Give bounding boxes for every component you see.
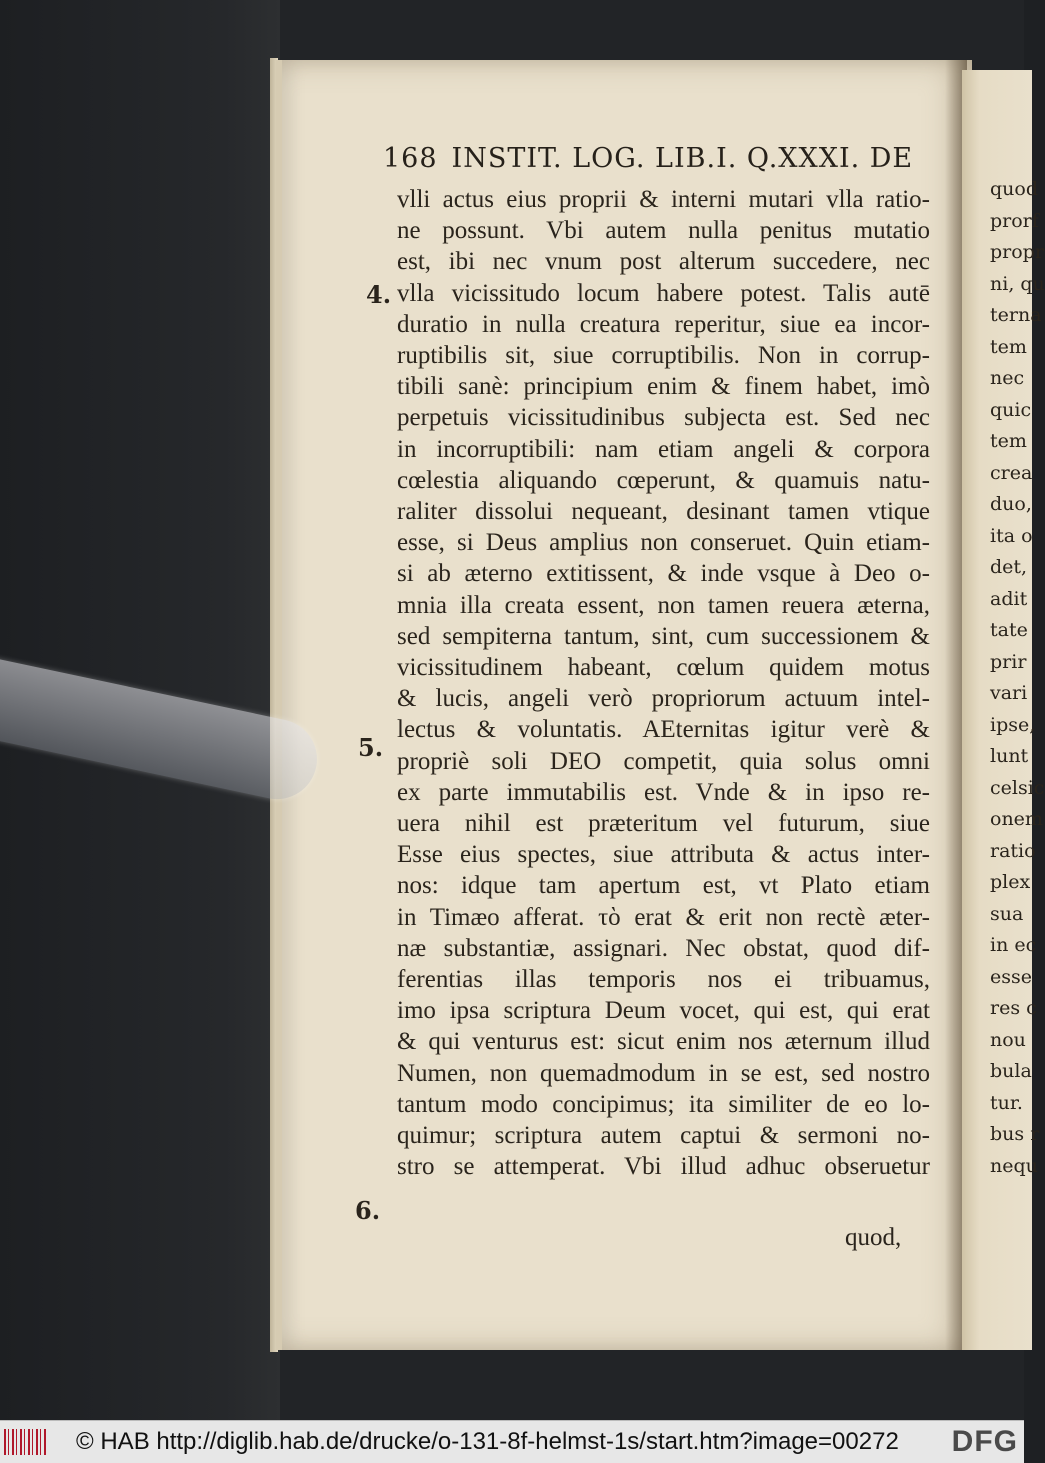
facing-page-word: sua — [990, 902, 1024, 925]
facing-page-word: ratio — [990, 839, 1036, 862]
facing-page-word: ita o — [990, 524, 1033, 547]
facing-page-word: nequ — [990, 1154, 1038, 1177]
text-line: tantum modo concipimus; ita similiter de eo lo- — [397, 1090, 930, 1118]
facing-page-word: quic — [990, 398, 1032, 421]
text-line: uera nihil est præteritum vel futurum, siue — [397, 810, 930, 837]
facing-page-word: propr — [990, 241, 1044, 263]
text-line: mnia illa creata essent, non tamen reuera æterna, — [397, 591, 930, 619]
text-line: ferentias illas temporis nos ei tribuamus, — [397, 966, 930, 993]
facing-page-word: onem — [990, 808, 1043, 830]
facing-page-word: bus r — [990, 1123, 1040, 1145]
text-line: stro se attemperat. Vbi illud adhuc obseruetur — [397, 1153, 930, 1181]
facing-page-word: lunt — [990, 745, 1029, 767]
facing-page-word: crea — [990, 461, 1033, 484]
facing-page-word: esse — [990, 965, 1032, 988]
text-line: & qui venturus est: sicut enim nos æternum illud — [397, 1028, 930, 1056]
facing-page-word: det, — [990, 556, 1028, 578]
text-line: nos: idque tam apertum est, vt Plato etiam — [397, 872, 930, 900]
catchword: quod, — [845, 1224, 902, 1251]
facing-page-word: bula — [990, 1060, 1032, 1082]
text-line: esse, si Deus amplius non conseruet. Quin etiam- — [397, 529, 930, 557]
facing-page-word: plex — [990, 871, 1031, 893]
text-line: Esse eius spectes, siue attributa & actus inter- — [397, 841, 930, 869]
text-line: vicissitudinem habeant, cœlum quidem motus — [397, 654, 930, 681]
text-line: ex parte immutabilis est. Vnde & in ipso re- — [397, 778, 930, 806]
credit-url[interactable]: © HAB http://diglib.hab.de/drucke/o-131-8f-helmst-1s/start.htm?image=00272 — [76, 1428, 899, 1455]
running-header — [383, 143, 913, 174]
margin-number: 5. — [358, 733, 384, 762]
facing-page-word: duo, — [990, 493, 1032, 515]
facing-page-fragment — [962, 70, 1045, 1350]
text-line: Numen, non quemadmodum in se est, sed nostro — [397, 1059, 930, 1087]
facing-page-word: in ec — [990, 934, 1037, 956]
running-title: INSTIT. LOG. LIB.I. Q.XXXI. DE — [451, 143, 914, 174]
facing-page-word: ipse, — [990, 713, 1036, 736]
text-line: est, ibi nec vnum post alterum succedere, nec — [397, 248, 930, 276]
text-line: si ab æterno extitissent, & inde vsque à Deo o- — [397, 560, 930, 588]
text-line: ruptibilis sit, siue corruptibilis. Non in corrup- — [397, 342, 930, 369]
facing-page-word: prorf — [990, 209, 1039, 232]
facing-page-word: nou — [990, 1028, 1026, 1051]
facing-page-word: res c — [990, 997, 1037, 1019]
facing-page-word: celsic — [990, 776, 1045, 799]
text-line: næ substantiæ, assignari. Nec obstat, quod dif- — [397, 934, 930, 962]
facing-page-word: vari — [990, 682, 1028, 704]
text-line: duratio in nulla creatura reperitur, siue ea incor- — [397, 310, 930, 338]
facing-page-word: quod — [990, 178, 1039, 200]
text-line: imo ipsa scriptura Deum vocet, qui est, qui erat — [397, 997, 930, 1025]
facing-page-word: prir — [990, 650, 1027, 673]
margin-number: 4. — [366, 280, 392, 309]
facing-page-word: tur. — [990, 1091, 1023, 1114]
text-line: perpetuis vicissitudinibus subjecta est. Sed nec — [397, 404, 930, 432]
text-line: propriè soli DEO competit, quia solus omni — [397, 747, 930, 775]
facing-page-word: tem — [990, 335, 1027, 358]
footer-bar — [0, 1420, 1024, 1463]
text-line: vlla vicissitudo locum habere potest. Talis autē — [397, 279, 930, 307]
barcode-icon — [4, 1429, 48, 1455]
page-number: 168 — [383, 143, 438, 174]
facing-page-word: tate — [990, 619, 1028, 641]
text-line: sed sempiterna tantum, sint, cum successionem & — [397, 622, 930, 650]
text-line: in incorruptibili: nam etiam angeli & corpora — [397, 435, 930, 463]
facing-page-word: adit — [990, 587, 1028, 610]
facing-page-word: ni, qu — [990, 272, 1045, 295]
text-line: cœlestia aliquando cœperunt, & quamuis natu- — [397, 466, 930, 494]
text-line: vlli actus eius proprii & interni mutari vlla ratio- — [397, 186, 930, 213]
text-line: & lucis, angeli verò propriorum actuum intel- — [397, 685, 930, 713]
text-line: ne possunt. Vbi autem nulla penitus mutatio — [397, 217, 930, 245]
text-line: lectus & voluntatis. AEternitas igitur verè & — [397, 716, 930, 744]
facing-page-word: terna — [990, 304, 1042, 326]
facing-page-word: nec — [990, 367, 1025, 389]
text-line: quimur; scriptura autem captui & sermoni no- — [397, 1122, 930, 1149]
dfg-logo: DFG — [951, 1425, 1018, 1458]
text-line: tibili sanè: principium enim & finem habet, imò — [397, 373, 930, 401]
text-line: raliter dissolui nequeant, desinant tamen vtique — [397, 498, 930, 525]
facing-page-word: tem — [990, 430, 1027, 452]
text-line: in Timæo afferat. τὸ erat & erit non rectè æter- — [397, 903, 930, 931]
margin-number: 6. — [355, 1196, 381, 1225]
